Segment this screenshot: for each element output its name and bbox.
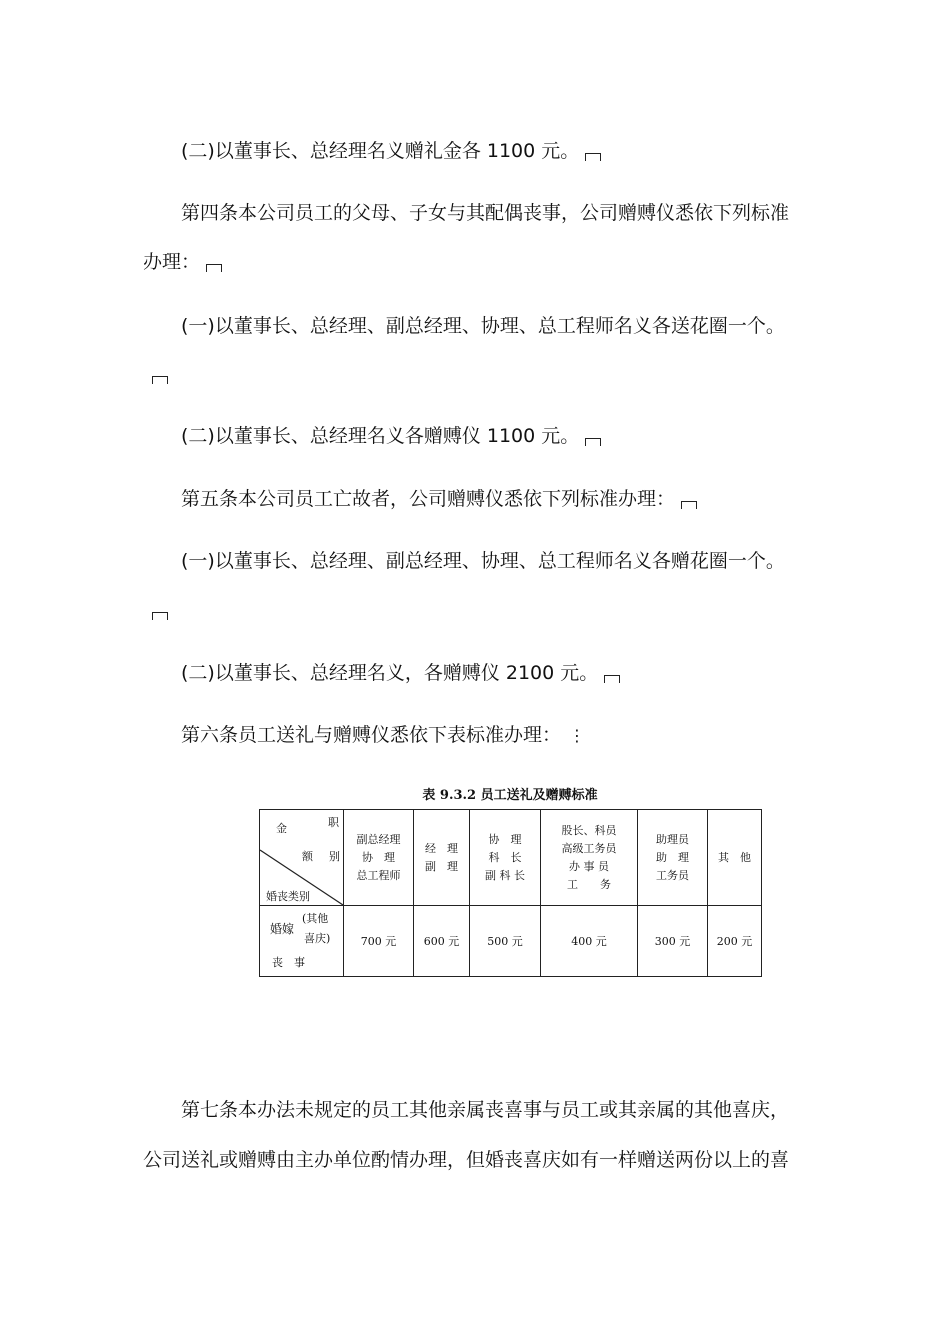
paragraph-gift-amount: (二)以董事长、总经理名义赠礼金各 1100 元。 [143,122,823,180]
header-line: 总工程师 [356,868,401,882]
article-7-line-2: 公司送礼或赠赙由主办单位酌情办理，但婚丧喜庆如有一样赠送两份以上的喜 [143,1149,790,1171]
header-line: 协 理 [488,832,522,846]
value-cell: 500 元 [470,906,541,977]
header-line: 其 他 [718,850,751,864]
vertical-dots-icon: ⋮ [569,726,586,745]
value-cell: 700 元 [344,906,414,977]
paragraph-mark-icon [206,264,222,272]
header-line: 高级工务员 [561,841,617,855]
header-line: 助 理 [656,850,689,864]
header-line: 副总经理 [356,832,401,846]
table-caption: 表 9.3.2 员工送礼及赠赙标准 [422,788,598,803]
header-line: 科 长 [488,850,522,864]
value-cell: 400 元 [541,906,638,977]
paragraph-mark-icon [604,675,620,683]
paragraph-mark-icon [585,153,601,161]
article-7-line-1: 第七条本办法未规定的员工其他亲属丧喜事与员工或其亲属的其他喜庆， [181,1099,790,1121]
row-label-wedding: 婚嫁 [270,922,295,936]
paragraph-mark-icon [681,501,697,509]
article-5-line-1: 第五条本公司员工亡故者，公司赠赙仪悉依下列标准办理： [143,470,823,528]
header-line: 经 理 [425,841,458,855]
table-header-row [260,810,762,906]
paragraph-mark-icon [152,612,168,620]
header-line: 助理员 [656,832,689,846]
corner-label-zhi: 职 [328,816,339,829]
header-line: 工 务 [567,877,611,891]
header-manager [414,810,470,906]
header-section-chief [470,810,541,906]
header-line: 副 理 [425,859,458,873]
gift-standard-table [259,809,762,977]
article-4-line-2: 办理： [143,233,823,291]
article-6-line-1: 第六条员工送礼与赠赙仪悉依下表标准办理： ⋮ [143,706,823,765]
table-corner-cell [260,810,344,906]
corner-label-jin: 金 [276,822,287,835]
article-4-item-1: (一)以董事长、总经理、副总经理、协理、总工程师名义各送花圈一个。 [181,315,785,337]
header-line: 协 理 [362,850,395,864]
value-cell: 300 元 [638,906,708,977]
article-5-item-2: (二)以董事长、总经理名义，各赠赙仪 2100 元。 [143,644,823,702]
header-line: 副 科 长 [485,868,525,882]
row-label-celebration: 喜庆) [304,932,331,945]
value-cell: 200 元 [708,906,762,977]
header-assistant [638,810,708,906]
header-line: 股长、科员 [561,823,617,837]
corner-label-e: 额 [302,850,313,863]
paragraph-mark-icon [585,438,601,446]
corner-label-category: 婚丧类别 [266,890,310,903]
article-4-item-2: (二)以董事长、总经理名义各赠赙仪 1100 元。 [143,407,823,465]
row-label-other: (其他 [302,912,329,925]
header-line: 工务员 [656,868,689,882]
header-staff [541,810,638,906]
header-deputy-gm [344,810,414,906]
value-cell: 600 元 [414,906,470,977]
paragraph-mark-icon [152,376,168,384]
corner-label-bie: 别 [329,850,340,863]
header-line: 办 事 员 [569,859,609,873]
row-label-funeral: 丧 事 [272,956,305,969]
article-5-item-1: (一)以董事长、总经理、副总经理、协理、总工程师名义各赠花圈一个。 [181,550,785,572]
table-value-row [260,906,762,977]
article-4-line-1: 第四条本公司员工的父母、子女与其配偶丧事，公司赠赙仪悉依下列标准 [181,202,790,224]
row-label-cell [260,906,344,977]
header-other [708,810,762,906]
